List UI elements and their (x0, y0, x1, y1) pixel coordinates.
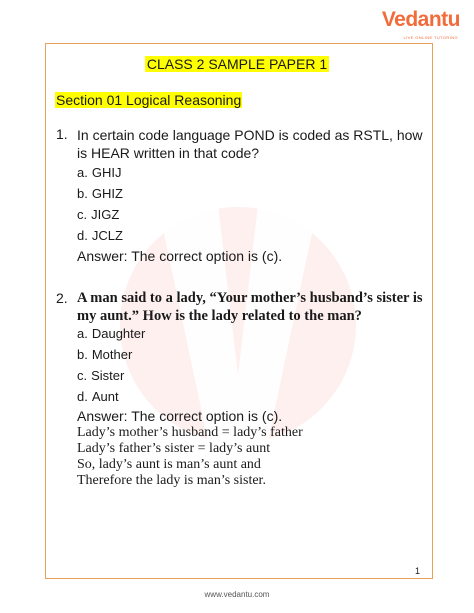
logo-tagline: LIVE ONLINE TUTORING (403, 35, 458, 40)
footer-url[interactable]: www.vedantu.com (204, 590, 270, 599)
question-number: 1. (56, 126, 68, 142)
vedantu-logo (368, 8, 460, 42)
page-number: 1 (415, 566, 421, 576)
option: b. GHIZ (77, 186, 123, 201)
explanation-line: Therefore the lady is man’s sister. (77, 473, 266, 488)
option: d. JCLZ (77, 228, 123, 243)
answer-text: Answer: The correct option is (c). (77, 248, 283, 264)
question-text: A man said to a lady, “Your mother’s husband’s sister is my aunt.” How is the lady related to the man? (77, 290, 423, 324)
question-text: In certain code language POND is coded as RSTL, how is HEAR written in that code? (77, 127, 423, 161)
section-heading: Section 01 Logical Reasoning (56, 92, 242, 108)
option: b. Mother (77, 347, 133, 362)
option: d. Aunt (77, 389, 119, 404)
logo-wordmark: Vedantu (381, 8, 460, 31)
explanation-line: So, lady’s aunt is man’s aunt and (77, 457, 261, 472)
answer-text: Answer: The correct option is (c). (77, 408, 283, 424)
option: a. GHIJ (77, 165, 122, 180)
option: c. Sister (77, 368, 125, 383)
explanation-line: Lady’s mother’s husband = lady’s father (77, 425, 303, 440)
option: c. JIGZ (77, 207, 120, 222)
paper-title: CLASS 2 SAMPLE PAPER 1 (146, 56, 328, 72)
question-number: 2. (56, 290, 68, 306)
explanation-line: Lady’s father’s sister = lady’s aunt (77, 441, 271, 456)
option: a. Daughter (77, 326, 146, 341)
